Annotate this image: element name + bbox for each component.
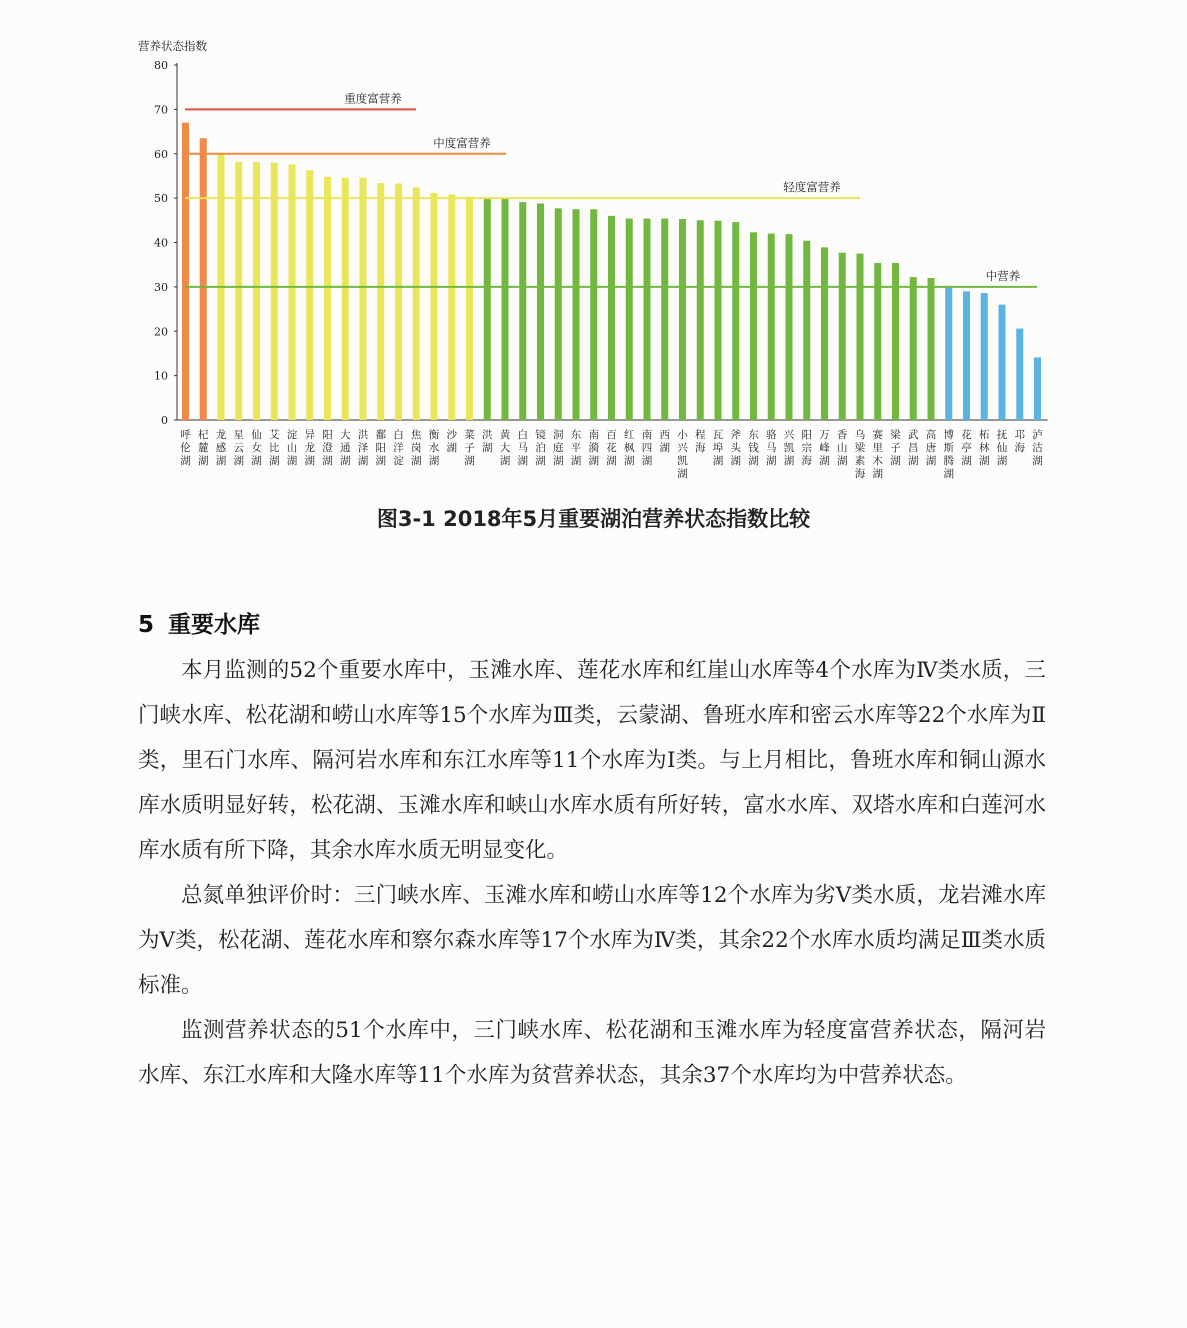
- bar: [306, 170, 313, 420]
- x-tick-label: 鄱阳湖: [375, 429, 386, 467]
- bar: [786, 234, 793, 420]
- x-tick-label: 洞庭湖: [553, 429, 564, 467]
- x-tick-label: 万峰湖: [819, 429, 830, 467]
- bar: [928, 278, 935, 420]
- bar: [413, 187, 420, 420]
- x-tick-label: 邛海: [1014, 429, 1025, 454]
- bar: [466, 197, 473, 420]
- bar: [289, 164, 296, 420]
- bar: [1034, 357, 1041, 420]
- x-tick-label: 东平湖: [570, 429, 582, 467]
- x-tick-label: 焦岗湖: [411, 429, 422, 467]
- x-tick-label: 程海: [695, 429, 706, 454]
- threshold-label: 轻度富营养: [783, 180, 841, 195]
- bar: [1016, 329, 1023, 420]
- bar: [768, 234, 775, 420]
- bar: [484, 199, 491, 420]
- y-tick-label: 60: [154, 147, 168, 161]
- y-tick-label: 40: [154, 236, 168, 250]
- threshold-label: 重度富营养: [344, 91, 402, 106]
- x-tick-label: 菜子湖: [464, 429, 475, 467]
- y-tick-label: 20: [154, 325, 168, 339]
- y-tick-label: 70: [154, 103, 168, 117]
- x-tick-label: 花亭湖: [961, 429, 972, 467]
- bar: [910, 277, 917, 420]
- x-tick-label: 柘林湖: [979, 429, 990, 467]
- x-tick-label: 星云湖: [233, 429, 244, 467]
- bar: [448, 195, 455, 420]
- x-tick-label: 兴凯湖: [783, 429, 795, 467]
- x-tick-label: 斧头湖: [730, 429, 741, 467]
- bar: [963, 291, 970, 420]
- bar: [555, 208, 562, 420]
- bar: [839, 253, 846, 420]
- x-tick-label: 白洋淀: [393, 429, 404, 467]
- bar: [590, 209, 597, 420]
- x-tick-label: 赛里木湖: [872, 429, 883, 480]
- bar: [999, 305, 1006, 420]
- bar: [661, 219, 668, 420]
- x-tick-label: 洪湖: [482, 429, 493, 454]
- section-number: 5: [138, 612, 155, 638]
- y-tick-label: 10: [154, 369, 168, 383]
- bar: [679, 219, 686, 420]
- x-tick-label: 乌梁素海: [854, 429, 866, 480]
- x-tick-label: 小兴凯湖: [677, 429, 688, 480]
- x-tick-label: 沙湖: [446, 429, 457, 454]
- y-tick-label: 30: [154, 280, 168, 294]
- x-tick-label: 异龙湖: [304, 429, 315, 467]
- bar: [981, 293, 988, 420]
- bar: [182, 123, 189, 420]
- bar: [235, 162, 242, 420]
- x-tick-label: 艾比湖: [269, 429, 280, 467]
- bar: [360, 178, 367, 420]
- x-tick-label: 瓦埠湖: [712, 429, 724, 467]
- bar: [519, 202, 526, 420]
- bar: [821, 247, 828, 420]
- bar: [377, 183, 384, 420]
- x-tick-label: 杞麓湖: [198, 429, 209, 467]
- bar: [573, 209, 580, 420]
- bar: [271, 163, 278, 420]
- x-tick-label: 骆马湖: [766, 429, 777, 467]
- x-tick-label: 南漪湖: [588, 429, 599, 467]
- x-tick-label: 呼伦湖: [180, 429, 191, 467]
- x-tick-label: 西湖: [659, 429, 670, 454]
- y-tick-label: 80: [154, 59, 168, 72]
- bar: [644, 219, 651, 420]
- x-tick-label: 泸沽湖: [1032, 429, 1043, 467]
- y-tick-label: 0: [161, 414, 168, 427]
- bar: [857, 254, 864, 420]
- y-axis-label: 营养状态指数: [138, 39, 207, 53]
- section-body: [138, 648, 1046, 1098]
- bar: [200, 138, 207, 420]
- bar: [945, 287, 952, 420]
- x-tick-label: 大通湖: [340, 429, 351, 467]
- figure-caption: 图3-1 2018年5月重要湖泊营养状态指数比较: [376, 507, 811, 531]
- bar: [324, 177, 331, 420]
- bar: [342, 178, 349, 420]
- x-tick-label: 衡水湖: [428, 429, 440, 467]
- bar: [431, 193, 438, 420]
- bar: [626, 219, 633, 420]
- threshold-label: 中营养: [985, 268, 1021, 283]
- x-tick-label: 仙女湖: [251, 429, 262, 467]
- x-tick-label: 阳澄湖: [322, 429, 333, 467]
- paragraph-total-nitrogen: 总氮单独评价时：三门峡水库、玉滩水库和崂山水库等12个水库为劣Ⅴ类水质，龙岩滩水库为Ⅴ类，松花湖、莲花水库和察尔森水库等17个水库为Ⅳ类，其余22个水库水质均满足Ⅲ类水质标准。: [138, 883, 1046, 998]
- x-tick-label: 镜泊湖: [535, 429, 546, 467]
- x-tick-label: 白马湖: [517, 429, 528, 467]
- section-heading: [138, 606, 260, 639]
- bar: [732, 222, 739, 420]
- x-tick-label: 淀山湖: [286, 429, 298, 467]
- x-tick-label: 抚仙湖: [996, 429, 1008, 467]
- x-tick-label: 梁子湖: [890, 429, 901, 467]
- bar: [803, 241, 810, 420]
- bar: [502, 199, 509, 420]
- y-tick-label: 50: [154, 192, 168, 206]
- bar: [537, 203, 544, 420]
- bar: [608, 216, 615, 420]
- x-tick-label: 东钱湖: [748, 429, 759, 467]
- x-tick-label: 香山湖: [837, 429, 848, 467]
- paragraph-water-quality: 本月监测的52个重要水库中，玉滩水库、莲花水库和红崖山水库等4个水库为Ⅳ类水质，三门峡水库、松花湖和崂山水库等15个水库为Ⅲ类，云蒙湖、鲁班水库和密云水库等22个水库为Ⅱ类，里石门水库、隔河岩水库和东江水库等11个水库为Ⅰ类。与上月相比，鲁班水库和铜山源水库水质明显好转，松花湖、玉滩水库和峡山水库水质有所好转，富水水库、双塔水库和白莲河水库水质有所下降，其余水库水质无明显变化。: [138, 658, 1046, 863]
- x-tick-label: 红枫湖: [624, 429, 635, 467]
- x-tick-label: 洪泽湖: [357, 429, 369, 467]
- x-tick-label: 阳宗海: [801, 429, 812, 467]
- x-tick-label: 黄大湖: [499, 429, 511, 467]
- x-tick-label: 高唐湖: [925, 429, 937, 467]
- bar: [715, 221, 722, 420]
- x-tick-label: 南四湖: [641, 429, 653, 467]
- bar: [253, 162, 260, 420]
- x-tick-label: 武昌湖: [908, 429, 919, 467]
- x-tick-label: 百花湖: [606, 429, 617, 467]
- bar: [697, 220, 704, 420]
- paragraph-trophic-state: 监测营养状态的51个水库中，三门峡水库、松花湖和玉滩水库为轻度富营养状态，隔河岩水库、东江水库和大隆水库等11个水库为贫营养状态，其余37个水库均为中营养状态。: [138, 1018, 1046, 1088]
- bar: [395, 183, 402, 420]
- chart-svg: [0, 0, 1187, 500]
- threshold-label: 中度富营养: [433, 135, 491, 150]
- trophic-index-chart: [0, 0, 1187, 500]
- x-tick-label: 博斯腾湖: [943, 429, 954, 480]
- x-tick-label: 龙感湖: [215, 429, 227, 467]
- section-title: 重要水库: [168, 612, 261, 638]
- bar: [750, 232, 757, 420]
